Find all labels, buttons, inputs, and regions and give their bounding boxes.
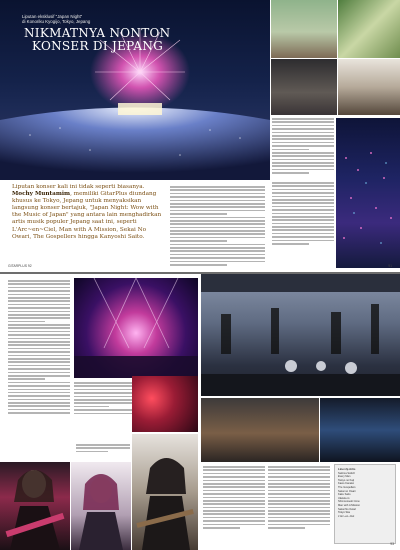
lineup-artist-6: Sekai no Owari [338,489,356,493]
kicker-line-2: di Konoriku Kyogijo, Tokyo, Jepang [22,19,91,25]
lineup-artist-11: Sekai No Owari [338,507,357,511]
lineup-artist-5: The Gospellers [338,485,356,489]
lineup-heading: Line-Up Artis [338,467,356,471]
lineup-artist-9: Shimonoseki Crew [338,500,360,504]
body-column-right-a [272,118,334,176]
performer-photo-left [271,59,337,115]
folio-number-bottom: 93 [390,542,394,546]
lineup-sidebar [334,464,396,544]
lineup-artist-13: L'Arc~en~Ciel [338,514,355,518]
lineup-artist-4: Kawo Kaneko [338,482,355,486]
title-line-2: KONSER DI JEPANG [32,39,164,53]
folio-number-right: 91 [388,264,392,268]
intro-w1: Liputan [12,184,35,190]
light-sticks-illustration [336,118,400,268]
intro-w6: seperti [95,184,116,190]
lineup-artist-3: Taisyo no Kaji [338,478,355,482]
lineup-artist-10: Man with A Mission [338,503,361,507]
kicker-line-1: Liputan eksklusif "Japan Night" [22,14,83,19]
folio-brand: GITARPLUS [8,264,27,268]
page-number-top-left [8,264,32,268]
bassist-figure [0,462,70,550]
singer-figure [71,462,131,550]
page-number-top-right [388,264,392,268]
lineup-artist-2: Every Man [338,475,351,479]
intro-w7: biasanya. [117,184,145,190]
intro-rest: , memiliki GitarPlus diundang khusus ke Tokyo, Jepang untuk menyaksikan langsung konser bertajuk, "Japan Night: Wow with the Music of Japan" yang antara lain menghadirkan artis musik populer Jepang saat ini, seperti L'Arc~en~Ciel, Man with A Mission, Sekai No Owari, The Gospellers hingga Kanyoshi Saito. [12,191,162,240]
stage-beams-illustration [74,278,198,378]
magazine-spread-top [0,0,400,272]
lineup-artist-7: Kaku Saito [338,493,351,497]
body-column-bottom-middle [74,382,132,416]
singer-portrait-photo [71,462,131,550]
article-title [24,27,170,53]
body-column-bottom-right-a [203,466,265,530]
crowd-photo-top-left [271,0,337,58]
acoustic-guitarist-photo [320,398,400,462]
photo-caption-dark [76,444,130,454]
folio-number: 92 [27,264,32,268]
body-column-bottom-right-b [268,466,330,530]
night-crowd-lights-photo [336,118,400,268]
guitarist-figure [132,434,198,550]
stadium-fireworks-photo [0,0,270,180]
article-kicker [22,14,90,25]
intro-w2: konser [36,184,56,190]
lineup-artist-12: Tokyo Ska [338,511,350,515]
performer-photo-right [338,59,400,115]
stage-crowd-illustration [201,274,400,396]
intro-w5: tidak [78,184,94,190]
title-line-1: NIKMATNYA NONTON [24,26,171,40]
body-column-bottom-left [8,280,70,416]
body-column-right-b [272,182,334,246]
page-number-bottom-right [390,542,394,546]
guitarist-portrait-photo [132,434,198,550]
crowd-photo-top-right [338,0,400,58]
magazine-spread-bottom [0,274,400,550]
lineup-artist-1: Sukima Switch [338,471,356,475]
bassist-portrait-photo [0,462,70,550]
guitar-duo-photo [201,398,319,462]
festival-stage-photo [201,274,400,396]
intro-paragraph [12,184,164,241]
intro-highlight: Mochy Muntamim [12,191,71,198]
intro-w3: kali [57,184,68,190]
intro-w4: ini [69,184,78,190]
drummer-stage-photo [132,376,198,432]
lineup-artist-8: Ukelele-G [338,496,350,500]
body-column-middle [170,186,265,267]
stage-lights-photo [74,278,198,378]
